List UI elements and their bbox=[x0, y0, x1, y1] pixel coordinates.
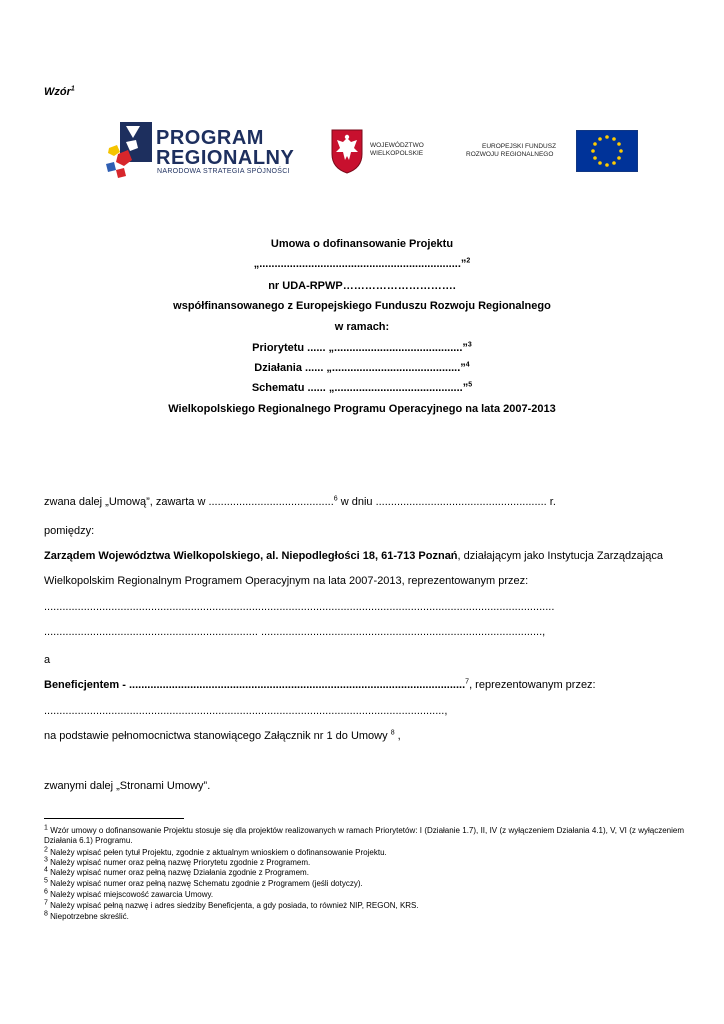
template-label: Wzór$^1$ bbox=[44, 85, 75, 98]
priority-line: Priorytetu ...... „..........................................”$^3$ bbox=[252, 341, 472, 354]
programme-represented-line: Wielkopolskim Regionalnym Programem Operacyjnym na lata 2007-2013, reprezentowanym przez: bbox=[44, 575, 529, 587]
footnote-6: $^6$ Należy wpisać miejscowość zawarcia Umowy. bbox=[44, 888, 214, 899]
contract-title: Umowa o dofinansowanie Projektu bbox=[270, 238, 454, 250]
footnote-7: $^7$ Należy wpisać pełną nazwę i adres siedziby Beneficjenta, a gdy posiada, to również NIP, REGON, KRS. bbox=[44, 899, 419, 910]
power-of-attorney-line: na podstawie pełnomocnictwa stanowiącego Załącznik nr 1 do Umowy $^8$ , bbox=[44, 729, 401, 742]
footnote-3: $^3$ Należy wpisać numer oraz pełną nazwę Priorytetu zgodnie z Programem. bbox=[44, 856, 311, 867]
program-regionalny-mark-icon bbox=[106, 118, 154, 178]
footnote-5: $^5$ Należy wpisać numer oraz pełną nazwę Schematu zgodnie z Programem (jeśli dotyczy). bbox=[44, 877, 363, 888]
beneficiary-representative-line: ..................................................................................................................................., bbox=[44, 705, 448, 717]
parties-definition: zwanymi dalej „Stronami Umowy”. bbox=[44, 780, 211, 792]
program-regionalny-logo bbox=[106, 118, 306, 180]
project-name-placeholder: „..................................................................”$^2$ bbox=[253, 257, 471, 270]
footnote-8: $^8$ Niepotrzebne skreślić. bbox=[44, 910, 129, 921]
managing-authority-line: Zarządem Województwa Wielkopolskiego, al. Niepodległości 18, 61-713 Poznań, działającym jako Instytucja Zarządzająca bbox=[44, 550, 663, 562]
representative-line-1: ....................................................................................................................................................................... bbox=[44, 601, 555, 613]
eu-flag-icon bbox=[576, 130, 638, 172]
footnote-1: $^1$ Wzór umowy o dofinansowanie Projektu stosuje się dla projektów realizowanych w ramach Priorytetów: I (Działanie 1.7), II, IV (z wyłączeniem Działania 4.1), V, VI (z wyłączeniem Działania 6.1) Programu. bbox=[44, 824, 684, 845]
program-subtitle: NARODOWA STRATEGIA SPÓJNOŚCI bbox=[157, 168, 290, 175]
contract-number: nr UDA-RPWP…………………………. bbox=[268, 280, 456, 292]
programme-line: Wielkopolskiego Regionalnego Programu Operacyjnego na lata 2007-2013 bbox=[168, 403, 556, 415]
footnote-2: $^2$ Należy wpisać pełen tytuł Projektu, zgodnie z aktualnym wnioskiem o dofinansowanie Projektu. bbox=[44, 846, 387, 857]
footnote-divider bbox=[44, 818, 184, 819]
between-label: pomiędzy: bbox=[44, 525, 95, 537]
representative-line-2: ...................................................................... ............................................................................................, bbox=[44, 626, 546, 638]
contract-place-date: zwana dalej „Umową”, zawarta w .........................................$^6$ w dniu ........................................................ r. bbox=[44, 495, 556, 508]
wlkp-line1: WOJEWÓDZTWO bbox=[370, 142, 424, 149]
cofinancing-line: współfinansowanego z Europejskiego Funduszu Rozwoju Regionalnego bbox=[173, 300, 551, 312]
and-label: a bbox=[44, 654, 51, 666]
beneficiary-line: Beneficjentem - ..............................................................................................................$^7$, reprezentowanym przez: bbox=[44, 678, 596, 691]
eu-line1: EUROPEJSKI FUNDUSZ bbox=[482, 143, 557, 150]
eu-line2: ROZWOJU REGIONALNEGO bbox=[466, 151, 554, 158]
within-line: w ramach: bbox=[334, 321, 390, 333]
measure-line: Działania ...... „..........................................”$^4$ bbox=[254, 361, 470, 374]
eu-fund-logo bbox=[464, 130, 640, 174]
wielkopolska-logo bbox=[330, 128, 450, 174]
wlkp-line2: WIELKOPOLSKIE bbox=[370, 150, 424, 157]
scheme-line: Schematu ...... „..........................................”$^5$ bbox=[251, 381, 473, 394]
eagle-crest-icon bbox=[330, 128, 364, 174]
regionalny-line: REGIONALNY bbox=[156, 147, 295, 169]
program-line: PROGRAM bbox=[156, 127, 264, 149]
footnote-4: $^4$ Należy wpisać numer oraz pełną nazwę Działania zgodnie z Programem. bbox=[44, 866, 309, 877]
